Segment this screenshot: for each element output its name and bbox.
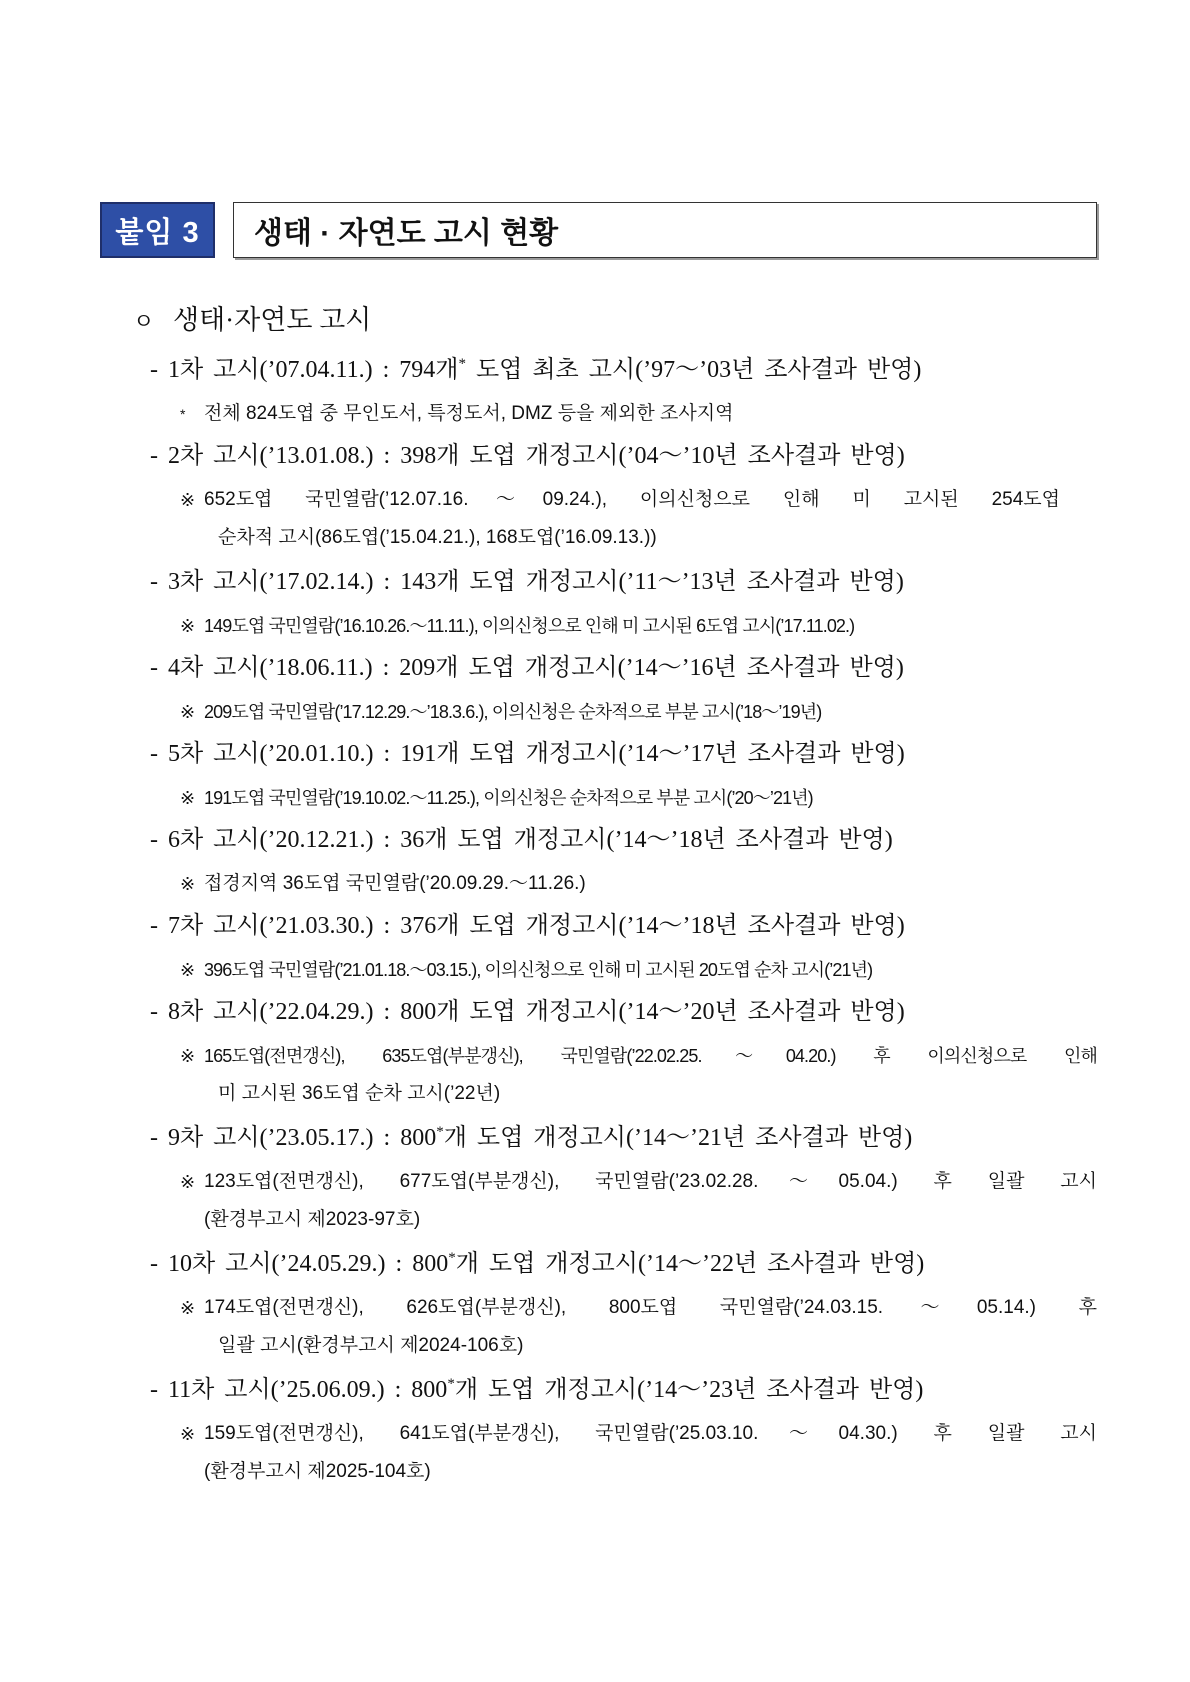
notice-line-11-text: - 11차 고시(’25.06.09.) : 800 — [150, 1377, 448, 1403]
notice-line-10-text: - 10차 고시(’24.05.29.) : 800 — [150, 1251, 449, 1277]
notice-line-9-text-cont: 개 도엽 개정고시(’14～’21년 조사결과 반영) — [443, 1125, 913, 1151]
notice-note-9: 123도엽(전면갱신), 677도엽(부분갱신), 국민열람(’23.02.28.～05.04.) 후 일괄 고시 — [204, 1171, 1097, 1192]
notice-line-1-text-cont: 도엽 최초 고시(’97～’03년 조사결과 반영) — [465, 357, 922, 383]
notice-line-11-text-cont: 개 도엽 개정고시(’14～’23년 조사결과 반영) — [454, 1377, 924, 1403]
notice-line-3: - 3차 고시(’17.02.14.) : 143개 도엽 개정고시(’11～’13년 조사결과 반영) — [150, 569, 904, 595]
notice-note-6: 접경지역 36도엽 국민열람(’20.09.29.～11.26.) — [204, 873, 586, 894]
notice-line-8: - 8차 고시(’22.04.29.) : 800개 도엽 개정고시(’14～’20년 조사결과 반영) — [150, 999, 905, 1025]
reference-mark: ※ — [180, 874, 196, 894]
reference-mark: ※ — [180, 1424, 196, 1444]
section-title: 생태·자연도 고시 — [173, 305, 372, 335]
reference-mark: ※ — [180, 1298, 196, 1318]
section-bullet: ㅇ — [133, 309, 155, 334]
notice-note-10-cont: 일괄 고시(환경부고시 제2024-106호) — [218, 1335, 524, 1356]
notice-line-10-text-cont: 개 도엽 개정고시(’14～’22년 조사결과 반영) — [455, 1251, 925, 1277]
notice-line-1 — [150, 354, 1097, 386]
footnote-marker: * — [448, 1250, 456, 1266]
page-title — [233, 202, 1097, 258]
asterisk-mark: * — [180, 406, 186, 422]
notice-note-11-cont: (환경부고시 제2025-104호) — [204, 1461, 431, 1482]
reference-mark: ※ — [180, 788, 196, 808]
notice-note-11: 159도엽(전면갱신), 641도엽(부분갱신), 국민열람(’25.03.10.～04.30.) 후 일괄 고시 — [204, 1423, 1097, 1444]
notice-note-1: 전체 824도엽 중 무인도서, 특정도서, DMZ 등을 제외한 조사지역 — [204, 403, 734, 424]
reference-mark: ※ — [180, 1046, 196, 1066]
notice-line-9-text: - 9차 고시(’23.05.17.) : 800 — [150, 1125, 437, 1151]
notice-note-2-cont: 순차적 고시(86도엽(’15.04.21.), 168도엽(’16.09.13.)) — [218, 527, 657, 548]
reference-mark: ※ — [180, 702, 196, 722]
notice-line-11 — [150, 1374, 1097, 1406]
notice-line-7: - 7차 고시(’21.03.30.) : 376개 도엽 개정고시(’14～’18년 조사결과 반영) — [150, 913, 905, 939]
attachment-badge: 붙임 3 — [100, 202, 215, 258]
notice-line-1-text: - 1차 고시(’07.04.11.) : 794개 — [150, 357, 459, 383]
notice-note-4: 209도엽 국민열람(’17.12.29.～’18.3.6.), 이의신청은 순차적으로 부분 고시(’18～’19년) — [204, 702, 822, 722]
notice-line-2: - 2차 고시(’13.01.08.) : 398개 도엽 개정고시(’04～’10년 조사결과 반영) — [150, 443, 905, 469]
footnote-marker: * — [458, 356, 466, 372]
notice-note-5: 191도엽 국민열람(’19.10.02.～11.25.), 이의신청은 순차적으로 부분 고시(’20～’21년) — [204, 788, 813, 808]
footnote-marker: * — [436, 1124, 444, 1140]
notice-note-8-cont: 미 고시된 36도엽 순차 고시(’22년) — [218, 1083, 501, 1104]
reference-mark: ※ — [180, 1172, 196, 1192]
notice-line-5: - 5차 고시(’20.01.10.) : 191개 도엽 개정고시(’14～’17년 조사결과 반영) — [150, 741, 905, 767]
notice-line-9 — [150, 1122, 1097, 1154]
notice-note-10: 174도엽(전면갱신), 626도엽(부분갱신), 800도엽 국민열람(’24.03.15.～05.14.) 후 — [204, 1297, 1097, 1318]
notice-note-3: 149도엽 국민열람(’16.10.26.～11.11.), 이의신청으로 인해 미 고시된 6도엽 고시(’17.11.02.) — [204, 616, 855, 636]
reference-mark: ※ — [180, 960, 196, 980]
reference-mark: ※ — [180, 616, 196, 636]
page-title-text: 생태 · 자연도 고시 현황 — [254, 217, 559, 250]
notice-note-2: 652도엽 국민열람(’12.07.16.～09.24.), 이의신청으로 인해 미 고시된 254도엽 — [204, 489, 1060, 510]
notice-note-8: 165도엽(전면갱신), 635도엽(부분갱신), 국민열람(’22.02.25.～04.20.) 후 이의신청으로 인해 — [204, 1046, 1097, 1066]
reference-mark: ※ — [180, 490, 196, 510]
notice-line-4: - 4차 고시(’18.06.11.) : 209개 도엽 개정고시(’14～’16년 조사결과 반영) — [150, 655, 904, 681]
footnote-marker: * — [447, 1376, 455, 1392]
notice-note-7: 396도엽 국민열람(’21.01.18.～03.15.), 이의신청으로 인해 미 고시된 20도엽 순차 고시(’21년) — [204, 960, 873, 980]
section-heading — [133, 302, 371, 340]
notice-line-6: - 6차 고시(’20.12.21.) : 36개 도엽 개정고시(’14～’18년 조사결과 반영) — [150, 827, 893, 853]
notice-line-10 — [150, 1248, 1097, 1280]
notice-note-9-cont: (환경부고시 제2023-97호) — [204, 1209, 421, 1230]
